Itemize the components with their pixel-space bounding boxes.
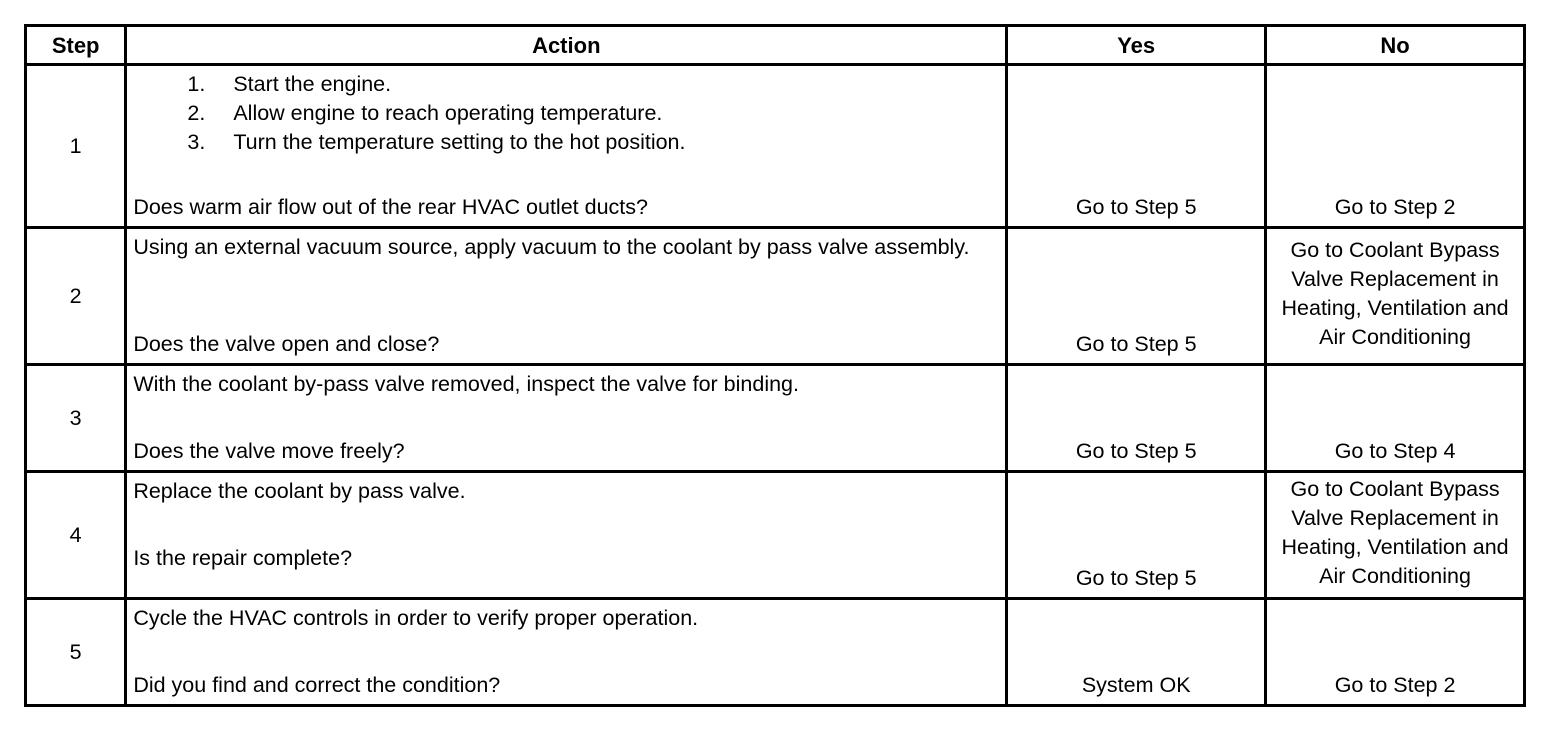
question-text: Does the valve move freely?: [133, 439, 405, 463]
step-number: 3: [26, 365, 126, 472]
header-row: [26, 26, 1525, 65]
action-cell: [126, 472, 1007, 599]
yes-result: Go to Step 5: [1007, 365, 1266, 472]
header-action: Action: [126, 26, 1007, 65]
no-result: Go to Step 2: [1266, 599, 1525, 706]
yes-result: System OK: [1007, 599, 1266, 706]
no-result: Go to Step 4: [1266, 365, 1525, 472]
instruction-text: Using an external vacuum source, apply vacuum to the coolant by pass valve assembly.: [133, 235, 970, 259]
list-item: [133, 70, 999, 99]
header-no: No: [1266, 26, 1525, 65]
instruction-text: Replace the coolant by pass valve.: [133, 479, 466, 503]
table-row: [26, 599, 1525, 706]
table-row: [26, 65, 1525, 228]
header-step: Step: [26, 26, 126, 65]
list-number: 1.: [187, 72, 206, 96]
step-number: 5: [26, 599, 126, 706]
action-cell: [126, 228, 1007, 365]
yes-result: Go to Step 5: [1007, 472, 1266, 599]
list-item: [133, 128, 999, 157]
list-number: 3.: [187, 130, 206, 154]
header-yes: Yes: [1007, 26, 1266, 65]
table-row: [26, 472, 1525, 599]
no-result: Go to Step 2: [1266, 65, 1525, 228]
yes-result: Go to Step 5: [1007, 228, 1266, 365]
action-cell: [126, 65, 1007, 228]
table-row: [26, 228, 1525, 365]
action-cell: [126, 599, 1007, 706]
instruction-list: [133, 70, 999, 157]
instruction-text: With the coolant by-pass valve removed, inspect the valve for binding.: [133, 372, 799, 396]
diagnostic-table: [24, 24, 1526, 707]
step-number: 4: [26, 472, 126, 599]
no-result: Go to Coolant Bypass Valve Replacement in Heating, Ventilation and Air Conditioning: [1266, 472, 1525, 599]
step-number: 1: [26, 65, 126, 228]
list-text: Start the engine.: [233, 72, 392, 96]
no-result: Go to Coolant Bypass Valve Replacement in Heating, Ventilation and Air Conditioning: [1266, 228, 1525, 365]
list-text: Turn the temperature setting to the hot position.: [233, 130, 686, 154]
list-number: 2.: [187, 101, 206, 125]
question-text: Did you find and correct the condition?: [133, 673, 501, 697]
question-text: Does the valve open and close?: [133, 332, 440, 356]
question-text: Does warm air flow out of the rear HVAC outlet ducts?: [133, 195, 648, 219]
step-number: 2: [26, 228, 126, 365]
list-text: Allow engine to reach operating temperature.: [233, 101, 663, 125]
list-item: [133, 99, 999, 128]
question-text: Is the repair complete?: [133, 546, 353, 570]
yes-result: Go to Step 5: [1007, 65, 1266, 228]
table-row: [26, 365, 1525, 472]
instruction-text: Cycle the HVAC controls in order to verify proper operation.: [133, 606, 699, 630]
action-cell: [126, 365, 1007, 472]
